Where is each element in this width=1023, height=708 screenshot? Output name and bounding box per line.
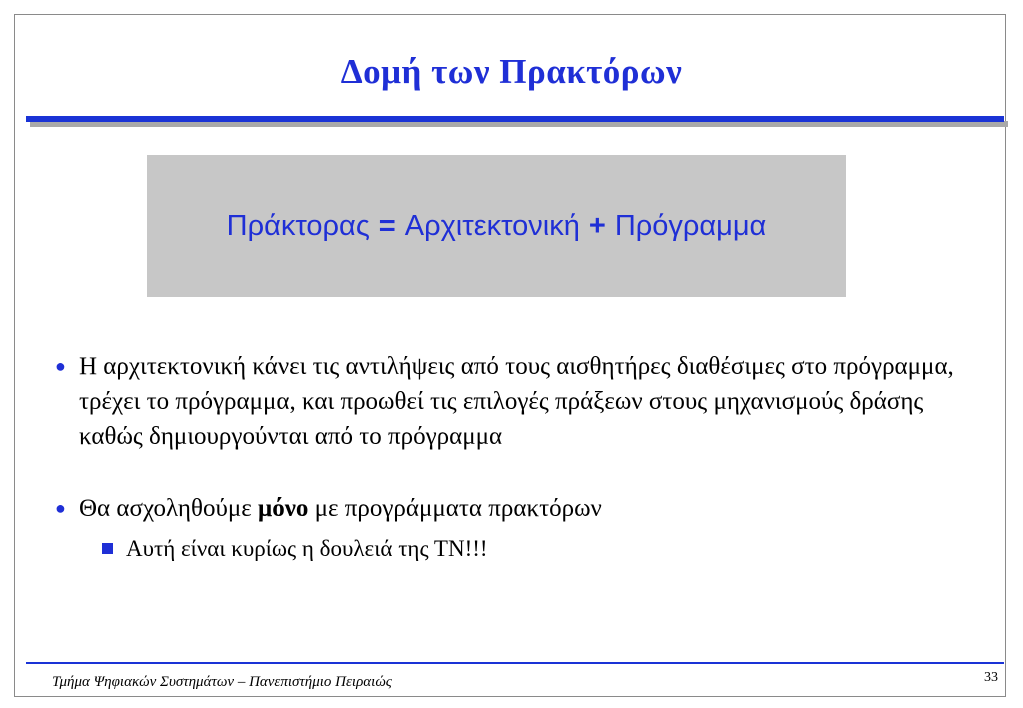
slide-title: Δομή των Πρακτόρων <box>340 52 683 91</box>
formula-equals: = <box>378 209 396 242</box>
formula-plus: + <box>588 209 606 242</box>
bullet-item-1 <box>50 349 990 454</box>
formula-agent: Πράκτορας <box>226 209 370 242</box>
footer-text: Τμήμα Ψηφιακών Συστημάτων – Πανεπιστήμιο Πειραιώς <box>52 674 392 690</box>
bullet-text-1: Η αρχιτεκτονική κάνει τις αντιλήψεις από τους αισθητήρες διαθέσιμες στο πρόγραμμα, τρέχει το πρόγραμμα, και προωθεί τις επιλογές πράξεων στους μηχανισμούς δράσης καθώς δημιουργούνται από το πρόγραμμα <box>79 353 954 450</box>
page-number: 33 <box>984 670 998 685</box>
formula-program: Πρόγραμμα <box>614 209 767 242</box>
bullet-text-2-bold: μόνο <box>258 495 309 522</box>
square-bullet-icon <box>102 543 113 554</box>
bullet-dot-icon: ● <box>55 498 66 518</box>
bullet-text-2-pre: Θα ασχοληθούμε <box>79 495 259 522</box>
sub-bullet-item <box>50 533 990 565</box>
bullet-text-2-post: με προγράμματα πρακτόρων <box>308 495 602 522</box>
title-rule <box>26 116 1004 122</box>
sub-bullet-text: Αυτή είναι κυρίως η δουλειά της ΤΝ!!! <box>126 536 488 561</box>
bullet-item-2 <box>50 491 990 526</box>
formula-architecture: Αρχιτεκτονική <box>404 209 580 242</box>
bullet-dot-icon: ● <box>55 356 66 376</box>
footer-rule <box>26 662 1004 664</box>
bullet-list <box>50 349 990 565</box>
formula-box <box>147 155 846 297</box>
